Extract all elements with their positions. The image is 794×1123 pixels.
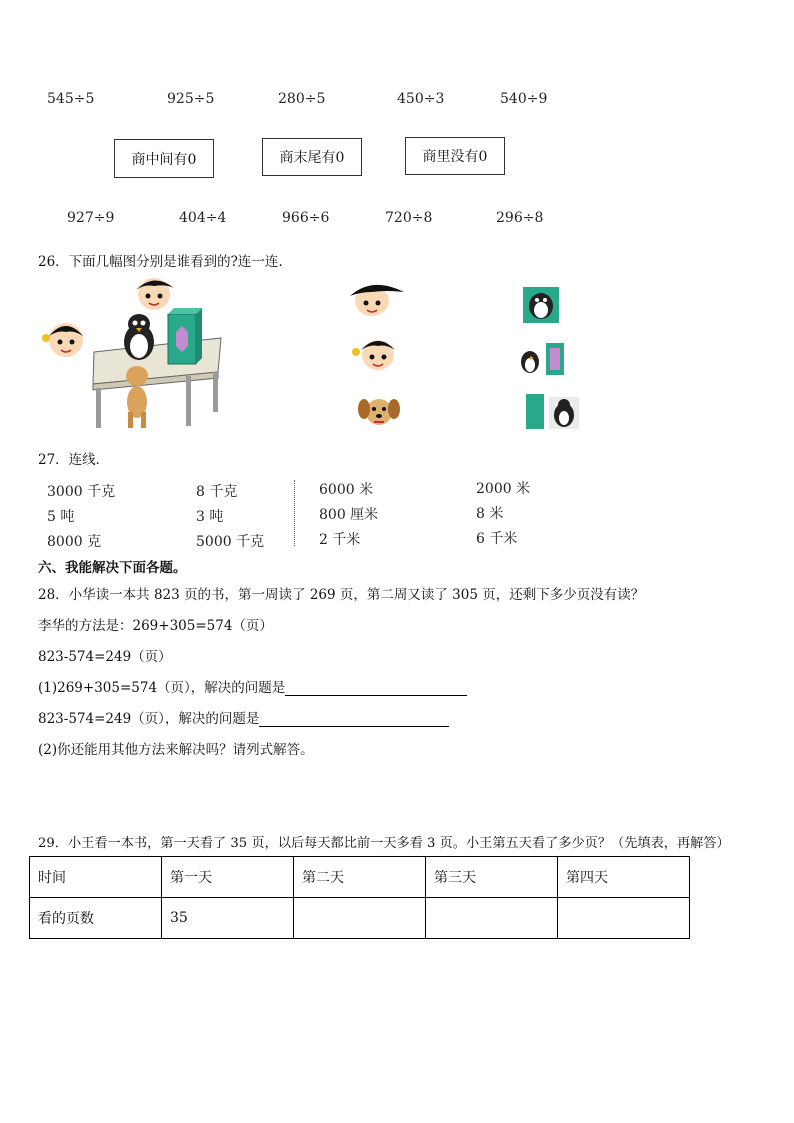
unit-item[interactable]: 5 吨 [47,509,75,525]
sub-question-1b-text: 823-574=249（页），解决的问题是 [38,711,260,727]
penguin-and-box-view-icon[interactable] [518,342,568,376]
category-box-label: 商里没有0 [422,149,488,165]
table-header-row [30,857,690,898]
unit-item[interactable]: 3000 千克 [47,484,116,500]
division-expression: 925÷5 [167,91,215,107]
unit-item[interactable]: 3 吨 [196,509,224,525]
question-26-title: 26．下面几幅图分别是谁看到的?连一连. [38,254,283,270]
table-row [30,898,690,939]
box-and-penguin-view-icon[interactable] [525,393,581,431]
sub-question-1b [38,707,449,727]
table-header-cell: 第二天 [294,857,426,898]
reading-table [29,856,690,939]
table-cell-blank[interactable] [426,898,558,939]
sub-question-1 [38,676,467,696]
division-expression: 404÷4 [179,210,227,226]
table-row-label: 看的页数 [30,898,162,939]
unit-item[interactable]: 5000 千克 [196,534,265,550]
unit-item[interactable]: 6000 米 [319,482,374,498]
unit-item[interactable]: 2000 米 [476,481,531,497]
dog-face-icon[interactable] [356,393,402,429]
table-header-cell: 时间 [30,857,162,898]
method-line: 823-574=249（页） [38,649,172,665]
division-expression: 966÷6 [282,210,330,226]
division-expression: 450÷3 [397,91,445,107]
unit-item[interactable]: 8 米 [476,506,504,522]
unit-item[interactable]: 800 厘米 [319,507,379,523]
category-box-label: 商中间有0 [131,151,197,168]
girl-face-icon[interactable] [348,334,404,372]
table-cell: 35 [162,898,294,939]
division-expression: 927÷9 [67,210,115,226]
question-27-title: 27．连线． [38,452,110,468]
method-line: 李华的方法是：269+305=574（页） [38,618,273,634]
unit-item[interactable]: 8000 克 [47,534,102,550]
answer-blank[interactable] [259,712,449,727]
scene-illustration [36,272,236,434]
sub-question-2: (2)你还能用其他方法来解决吗？请列式解答。 [38,742,314,758]
boy-face-icon[interactable] [346,280,408,318]
division-expression: 545÷5 [47,91,95,107]
category-box-label: 商末尾有0 [279,150,345,166]
division-expression: 720÷8 [385,210,433,226]
sub-question-1-text: (1)269+305=574（页），解决的问题是 [38,680,286,696]
question-28-text: 28．小华读一本共 823 页的书，第一周读了 269 页，第二周又读了 305 页，还剩下多少页没有读？ [38,587,645,603]
penguin-front-view-icon[interactable] [522,286,562,324]
answer-blank[interactable] [285,681,467,696]
section-heading: 六、我能解决下面各题。 [38,560,187,576]
category-box[interactable] [262,138,362,176]
unit-item[interactable]: 2 千米 [319,532,361,548]
division-expression: 296÷8 [496,210,544,226]
table-header-cell: 第四天 [558,857,690,898]
table-cell-blank[interactable] [558,898,690,939]
table-header-cell: 第三天 [426,857,558,898]
table-cell-blank[interactable] [294,898,426,939]
unit-item[interactable]: 8 千克 [196,484,238,500]
table-header-cell: 第一天 [162,857,294,898]
unit-item[interactable]: 6 千米 [476,531,518,547]
category-box[interactable] [405,137,505,175]
question-29-text: 29．小王看一本书，第一天看了 35 页，以后每天都比前一天多看 3 页。小王第五天看了多少页？（先填表，再解答） [38,836,730,851]
category-box[interactable] [114,139,214,178]
division-expression: 280÷5 [278,91,326,107]
column-divider [294,480,295,546]
division-expression: 540÷9 [500,91,548,107]
